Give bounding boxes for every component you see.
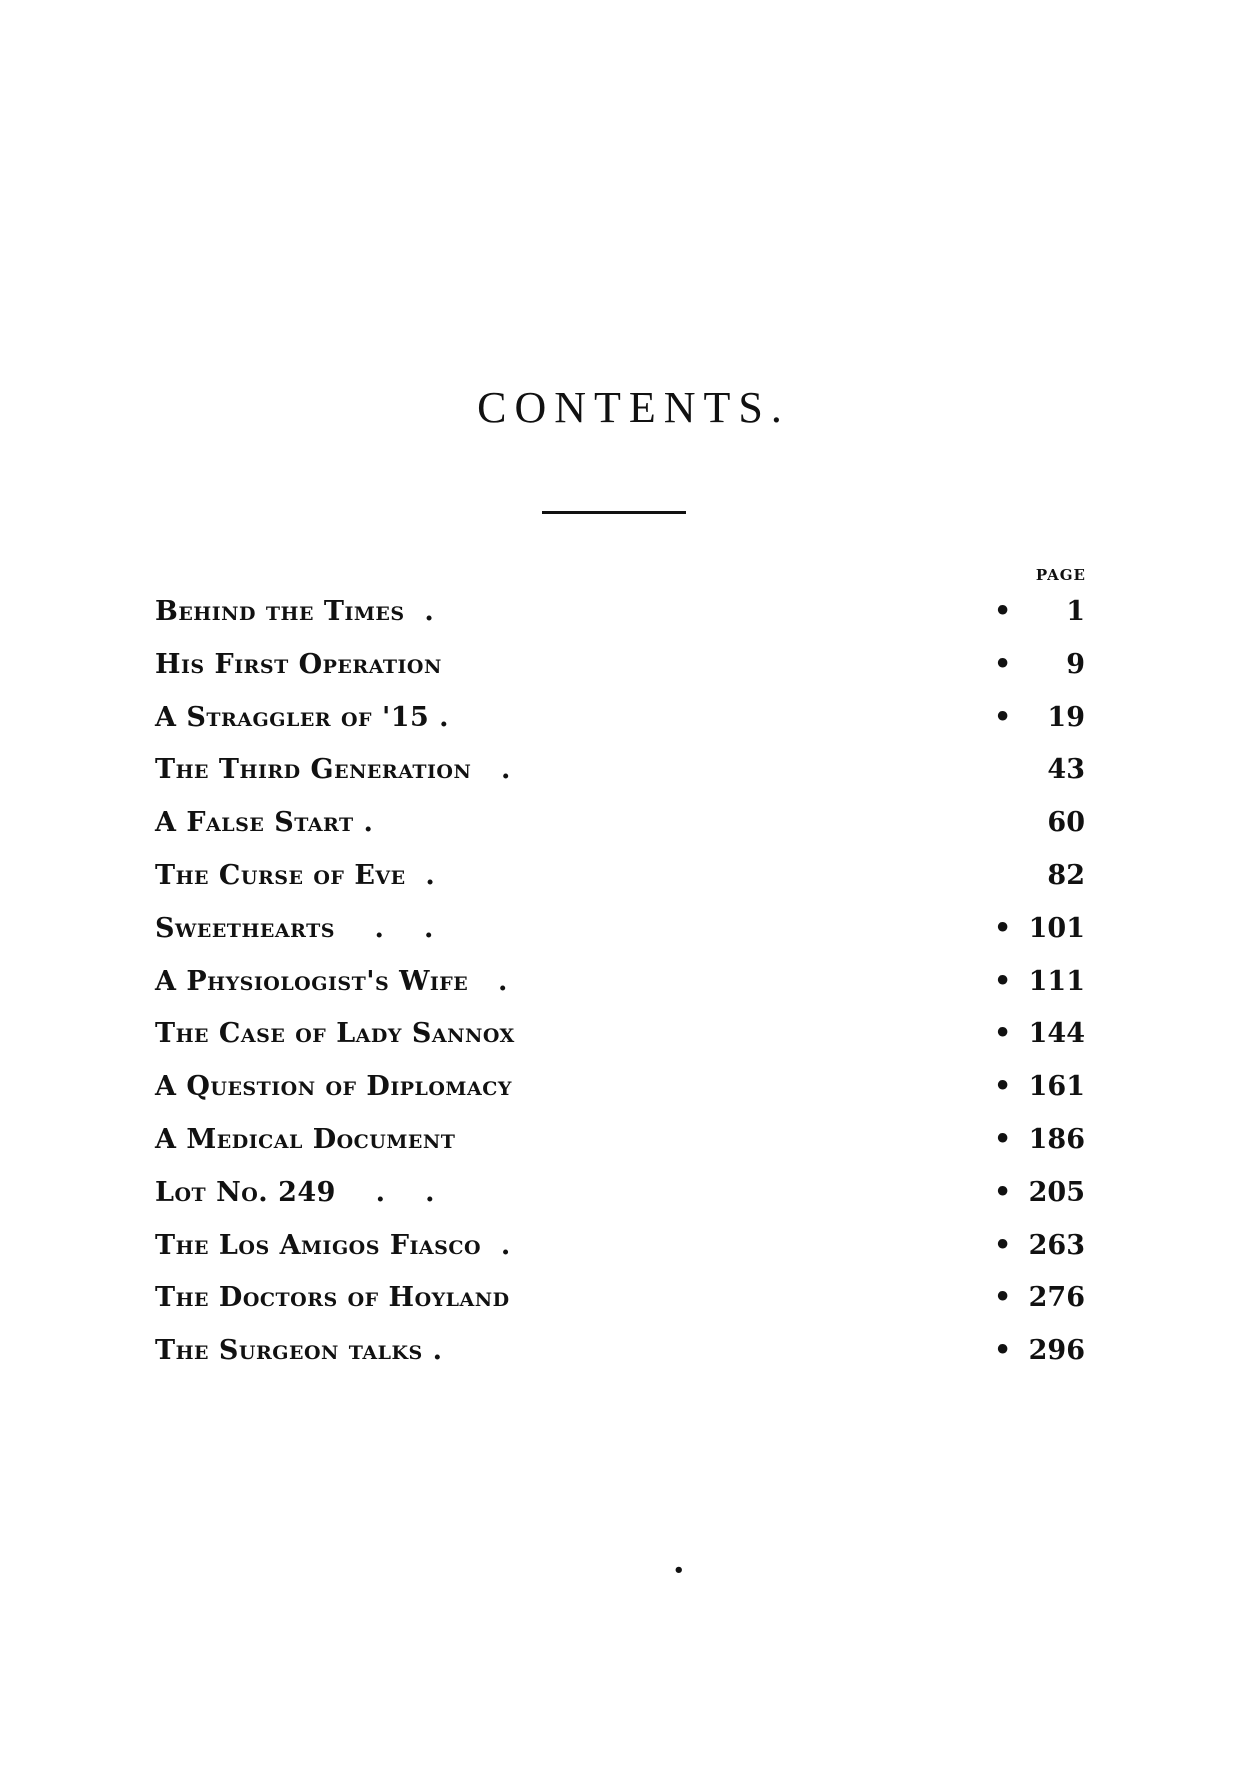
page-column-label: PAGE	[1035, 566, 1086, 584]
entry-title: The Third Generation .	[155, 754, 511, 786]
entry-leader: .	[405, 859, 436, 891]
entry-page-number: 144	[1028, 1018, 1085, 1050]
entry-leader: .	[429, 701, 450, 733]
contents-entry	[155, 911, 1095, 964]
entry-page-number: 9	[1066, 648, 1085, 680]
entry-page-number: 82	[1047, 859, 1085, 891]
entry-page-number: 1	[1066, 596, 1085, 627]
contents-entry	[155, 1280, 1095, 1333]
contents-entry	[155, 647, 1095, 700]
entry-dot: •	[994, 1335, 1012, 1367]
entry-leader: .	[481, 1229, 511, 1261]
entry-page-number: 111	[1028, 965, 1085, 997]
entry-page-number: 263	[1028, 1229, 1085, 1261]
entry-title: The Curse of Eve .	[155, 859, 436, 891]
entry-leader: . .	[334, 912, 434, 944]
entry-page-number: 276	[1028, 1282, 1085, 1314]
entry-title: Behind the Times .	[155, 596, 435, 627]
contents-entry	[155, 1228, 1095, 1281]
entry-title: A Question of Diplomacy	[155, 1071, 512, 1103]
contents-list	[155, 594, 1095, 1386]
ink-speck: •	[673, 1560, 685, 1581]
contents-entry	[155, 1069, 1095, 1122]
entry-title: Sweethearts . .	[155, 912, 434, 944]
entry-dot: •	[994, 1123, 1012, 1155]
entry-dot: •	[994, 965, 1012, 997]
entry-leader: .	[471, 754, 511, 786]
contents-entry	[155, 805, 1095, 858]
entry-leader: .	[404, 596, 435, 627]
entry-page-number: 296	[1028, 1335, 1085, 1367]
entry-title: Lot No. 249 . .	[155, 1176, 435, 1208]
entry-page-number: 101	[1028, 912, 1085, 944]
entry-dot: •	[994, 1229, 1012, 1261]
contents-entry	[155, 700, 1095, 753]
entry-title: The Doctors of Hoyland	[155, 1282, 510, 1314]
entry-page-number: 161	[1028, 1071, 1085, 1103]
contents-entry	[155, 752, 1095, 805]
contents-entry	[155, 1016, 1095, 1069]
entry-leader: . .	[335, 1176, 435, 1208]
entry-page-number: 60	[1047, 807, 1085, 839]
entry-title: A Straggler of '15 .	[155, 701, 450, 733]
entry-title: A False Start .	[155, 807, 374, 839]
contents-entry	[155, 594, 1095, 647]
entry-title: The Case of Lady Sannox	[155, 1018, 515, 1050]
entry-dot: •	[994, 1176, 1012, 1208]
contents-entry	[155, 1175, 1095, 1228]
entry-page-number: 43	[1047, 754, 1085, 786]
page-title: CONTENTS.	[477, 383, 790, 432]
entry-page-number: 19	[1047, 701, 1085, 733]
entry-dot: •	[994, 912, 1012, 944]
entry-dot: •	[994, 648, 1012, 680]
entry-dot: •	[994, 1282, 1012, 1314]
entry-page-number: 205	[1028, 1176, 1085, 1208]
contents-entry	[155, 964, 1095, 1017]
entry-leader: .	[468, 965, 508, 997]
title-rule	[542, 511, 686, 514]
entry-title: The Los Amigos Fiasco .	[155, 1229, 511, 1261]
entry-dot: •	[994, 1071, 1012, 1103]
contents-entry	[155, 1122, 1095, 1175]
entry-dot: •	[994, 701, 1012, 733]
entry-dot: •	[994, 1018, 1012, 1050]
entry-title: His First Operation	[155, 648, 442, 680]
entry-leader: .	[353, 807, 374, 839]
entry-title: A Medical Document	[155, 1123, 456, 1155]
contents-entry	[155, 858, 1095, 911]
contents-entry	[155, 1333, 1095, 1386]
entry-dot: •	[994, 596, 1012, 627]
entry-title: The Surgeon talks .	[155, 1335, 443, 1367]
entry-page-number: 186	[1028, 1123, 1085, 1155]
entry-title: A Physiologist's Wife .	[155, 965, 508, 997]
entry-leader: .	[422, 1335, 443, 1367]
